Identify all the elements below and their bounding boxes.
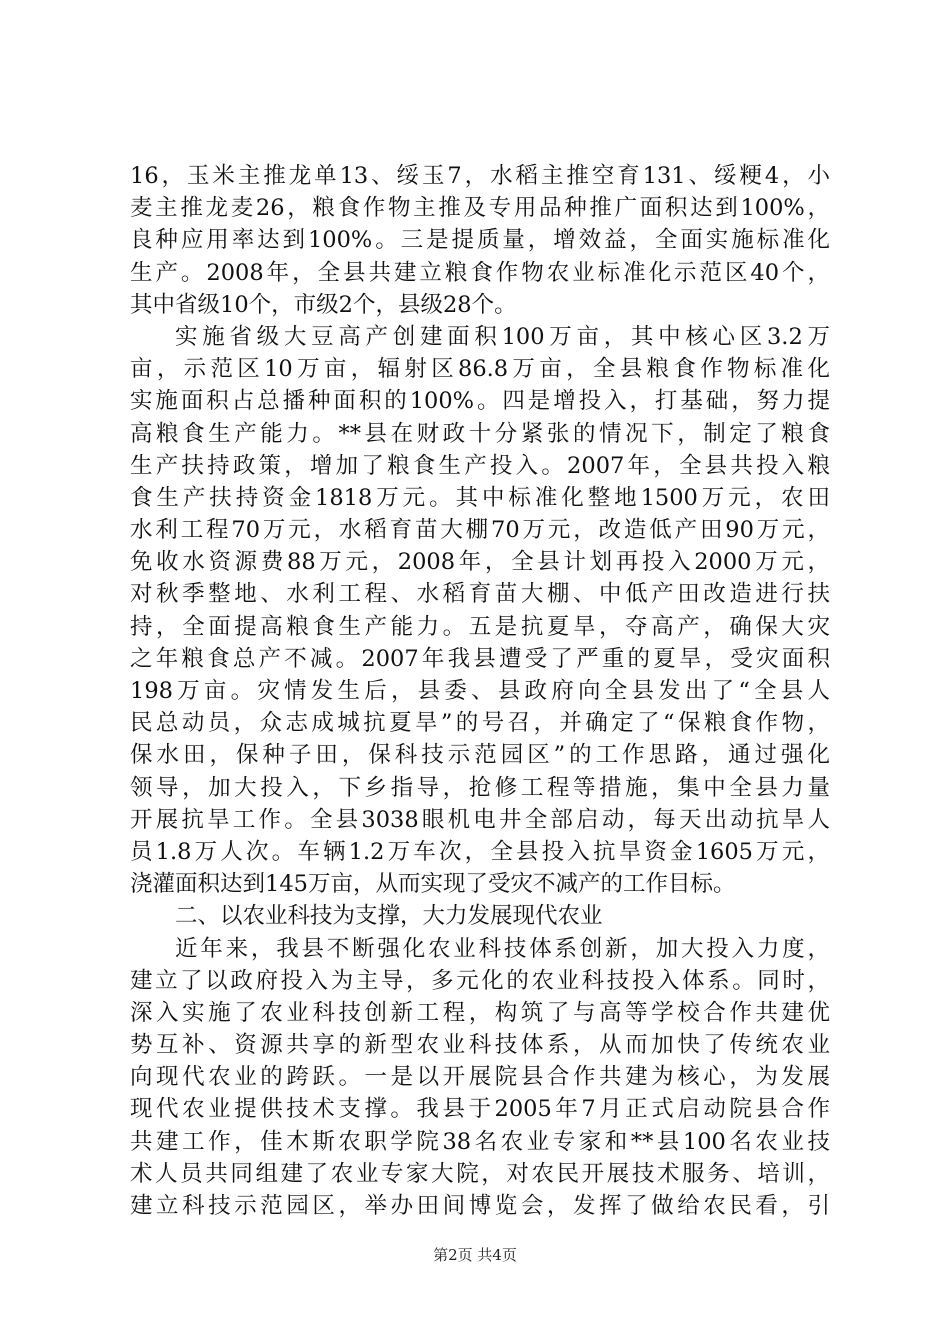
text-line: 198万亩。灾情发生后，县委、县政府向全县发出了“全县人: [130, 678, 830, 704]
text-line: 向现代农业的跨跃。一是以开展院县合作共建为核心，为发展: [130, 1064, 830, 1091]
text-line: 浇灌面积达到145万亩，从而实现了受灾不减产的工作目标。: [130, 871, 736, 898]
text-line: 共建工作，佳木斯农职学院38名农业专家和**县100名农业技: [130, 1128, 830, 1155]
text-line: 术人员共同组建了农业专家大院，对农民开展技术服务、培训，: [130, 1160, 830, 1187]
text-line: 16，玉米主推龙单13、绥玉7，水稻主推空育131、绥粳4，小: [130, 163, 830, 189]
page-footer: [0, 1245, 950, 1265]
text-line: 生产扶持政策，增加了粮食生产投入。2007年，全县共投入粮: [130, 452, 830, 479]
text-line: 现代农业提供技术支撑。我县于2005年7月正式启动院县合作: [130, 1096, 830, 1123]
text-line: 民总动员，众志成城抗夏旱”的号召，并确定了“保粮食作物，: [130, 710, 830, 737]
text-line: 对秋季整地、水利工程、水稻育苗大棚、中低产田改造进行扶: [130, 581, 830, 608]
text-line: 其中省级10个，市级2个，县级28个。: [130, 291, 517, 318]
section-heading: 二、以农业科技为支撑，大力发展现代农业: [175, 903, 603, 930]
text-line: 良种应用率达到100%。三是提质量，增效益，全面实施标准化: [130, 227, 830, 254]
body-text: [130, 160, 830, 1222]
text-line: 领导，加大投入，下乡指导，抢修工程等措施，集中全县力量: [130, 774, 830, 801]
text-line: 建立了以政府投入为主导，多元化的农业科技投入体系。同时，: [130, 967, 830, 994]
page-number: 第2页 共4页: [433, 1246, 517, 1264]
text-line: 建立科技示范园区，举办田间博览会，发挥了做给农民看，引: [130, 1193, 830, 1219]
text-line: 麦主推龙麦26，粮食作物主推及专用品种推广面积达到100%，: [130, 195, 830, 222]
text-line: 开展抗旱工作。全县3038眼机电井全部启动，每天出动抗旱人: [130, 806, 830, 833]
text-line: 实施面积占总播种面积的100%。四是增投入，打基础，努力提: [130, 388, 830, 415]
paragraph-first-line: 近年来，我县不断强化农业科技体系创新，加大投入力度，: [175, 935, 830, 962]
text-line: 生产。2008年，全县共建立粮食作物农业标准化示范区40个，: [130, 259, 830, 286]
text-line: 深入实施了农业科技创新工程，构筑了与高等学校合作共建优: [130, 999, 830, 1026]
text-line: 食生产扶持资金1818万元。其中标准化整地1500万元，农田: [130, 484, 830, 511]
text-line: 持，全面提高粮食生产能力。五是抗夏旱，夺高产，确保大灾: [130, 613, 830, 640]
text-line: 之年粮食总产不减。2007年我县遭受了严重的夏旱，受灾面积: [130, 645, 830, 672]
text-line: 水利工程70万元，水稻育苗大棚70万元，改造低产田90万元，: [130, 517, 830, 544]
text-line: 势互补、资源共享的新型农业科技体系，从而加快了传统农业: [130, 1032, 830, 1059]
text-line: 高粮食生产能力。**县在财政十分紧张的情况下，制定了粮食: [130, 420, 830, 447]
text-line: 保水田，保种子田，保科技示范园区”的工作思路，通过强化: [130, 742, 830, 769]
text-line: 员1.8万人次。车辆1.2万车次，全县投入抗旱资金1605万元，: [130, 838, 830, 865]
text-line: 免收水资源费88万元，2008年，全县计划再投入2000万元，: [130, 549, 830, 576]
text-line: 亩，示范区10万亩，辐射区86.8万亩，全县粮食作物标准化: [130, 356, 830, 383]
paragraph-first-line: 实施省级大豆高产创建面积100万亩，其中核心区3.2万: [175, 323, 830, 350]
